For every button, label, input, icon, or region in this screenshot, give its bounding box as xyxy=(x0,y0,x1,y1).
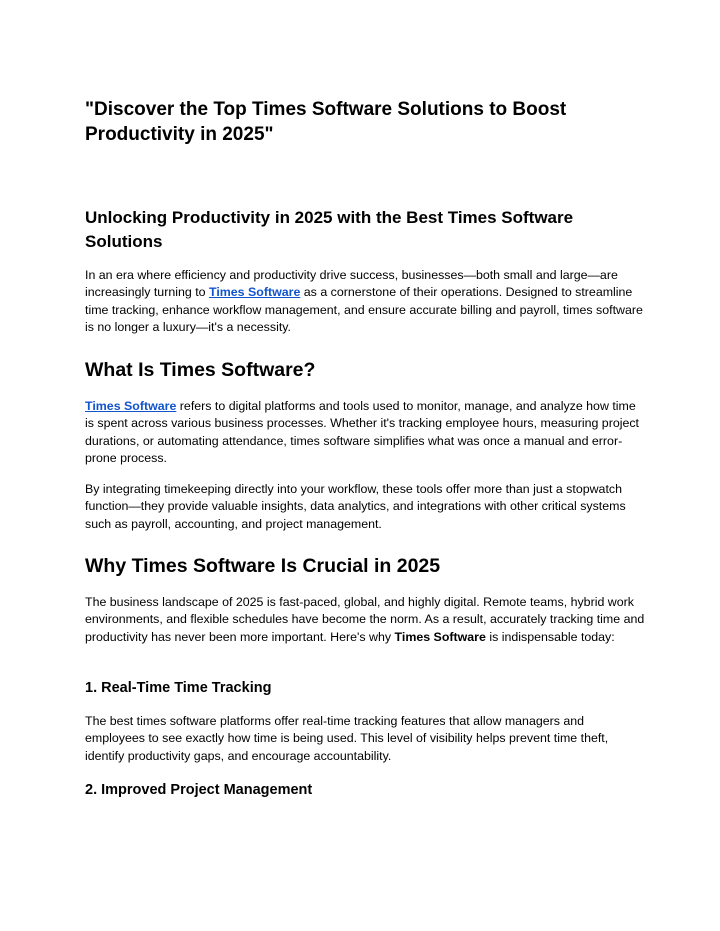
definition-text: refers to digital platforms and tools used to monitor, manage, and analyze how time is spent across various business processes. Whether it's tracking employee hours, measuring project durations, or automating attendance, times software simplifies what was once a manual and error-prone process. xyxy=(85,399,639,466)
times-software-link[interactable]: Times Software xyxy=(85,399,177,413)
intro-text-end: as a cornerstone of their operations. Designed to streamline time tracking, enhance workflow management, and ensure accurate billing and payroll, times software is no longer a luxury—it's a necessity. xyxy=(85,285,643,335)
definition-paragraph xyxy=(85,398,645,468)
times-software-link[interactable]: Times Software xyxy=(208,285,301,300)
integration-paragraph: By integrating timekeeping directly into your workflow, these tools offer more than just a stopwatch function—they provide valuable insights, data analytics, and integrations with other critical systems such as payroll, accounting, and project management. xyxy=(85,482,626,531)
times-software-bold: Times Software xyxy=(394,629,486,644)
section-heading-what-is: What Is Times Software? xyxy=(85,359,316,381)
section-heading-why-crucial: Why Times Software Is Crucial in 2025 xyxy=(85,555,441,577)
landscape-text-end: is indispensable today: xyxy=(485,629,615,644)
real-time-tracking-paragraph: The best times software platforms offer real-time tracking features that allow managers and employees to see exactly how time is being used. This level of visibility helps prevent time theft, identify productivity gaps, and encourage accountability. xyxy=(85,714,609,763)
subheading-project-management: 2. Improved Project Management xyxy=(85,782,313,798)
document-title: "Discover the Top Times Software Solutions to Boost Productivity in 2025" xyxy=(85,99,567,145)
subheading-real-time-tracking: 1. Real-Time Time Tracking xyxy=(85,680,272,696)
intro-text-start: In an era where efficiency and productivity drive success, businesses—both small and large—are increasingly turning to xyxy=(85,268,618,300)
landscape-paragraph xyxy=(85,594,645,646)
intro-paragraph xyxy=(85,267,645,337)
section-heading-unlocking-productivity: Unlocking Productivity in 2025 with the Best Times Software Solutions xyxy=(85,208,574,251)
landscape-text-start: The business landscape of 2025 is fast-paced, global, and highly digital. Remote teams, hybrid work environments, and flexible schedules have become the norm. As a result, accurately tracking time and productivity has never been more important. Here's why xyxy=(85,595,645,644)
